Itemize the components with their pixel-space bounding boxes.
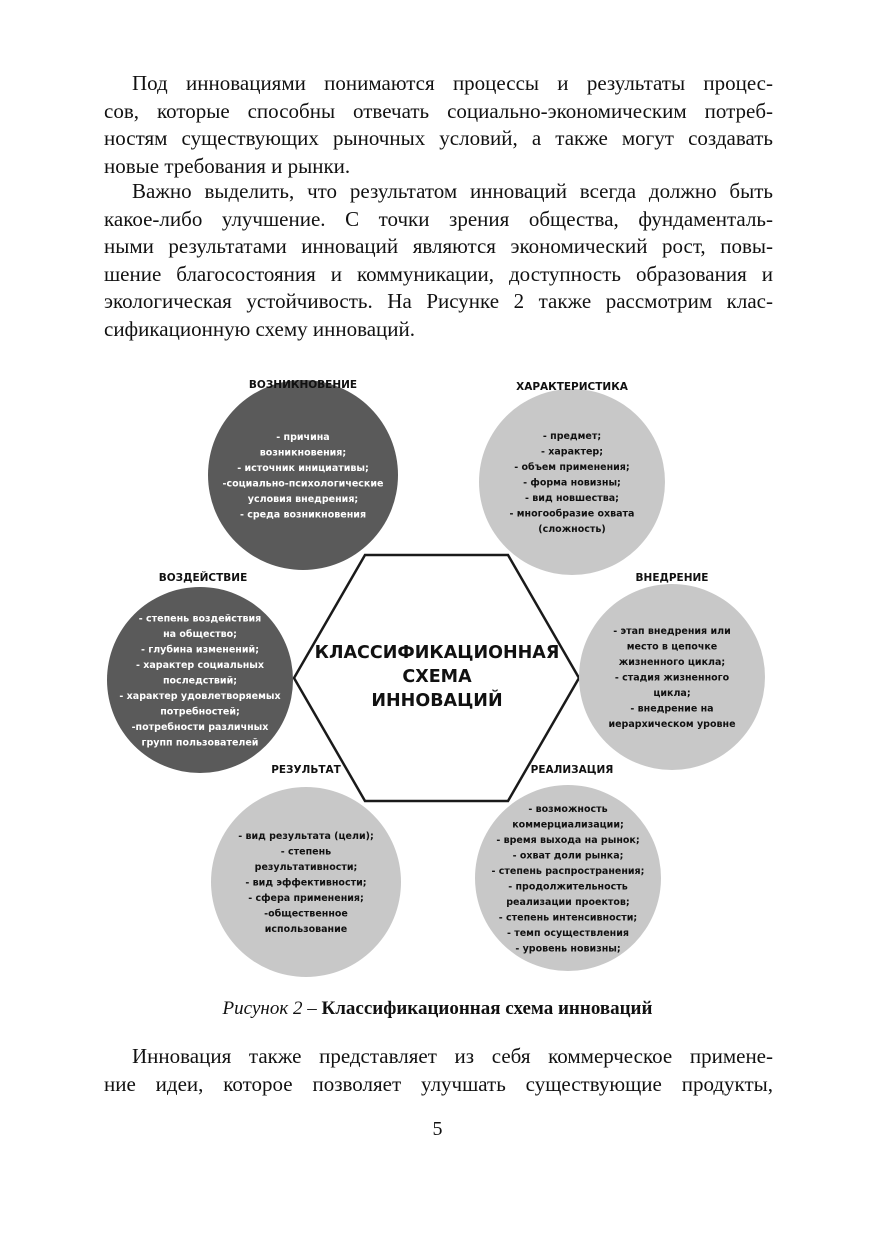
node-item: место в цепочке [626,641,718,653]
node-4 [579,572,765,770]
node-circle [208,380,398,570]
node-item: - многообразие охвата [509,508,635,520]
figure-caption [0,998,875,1020]
node-item: - время выхода на рынок; [496,834,640,846]
node-item: - степень интенсивности; [498,912,638,924]
node-item: -социально-психологические [222,478,384,490]
node-3 [107,571,293,773]
node-item: - причина [276,431,330,443]
paragraph-3 [104,1043,773,1098]
node-title: ВНЕДРЕНИЕ [635,572,709,584]
node-item: - глубина изменений; [140,644,260,656]
node-item: (сложность) [538,524,606,535]
node-title: ХАРАКТЕРИСТИКА [516,381,628,393]
text-line: Под инновациями понимаются процессы и результаты процес- [132,71,773,95]
node-item: - охват доли рынка; [512,850,624,862]
node-item: - внедрение на [630,703,714,715]
node-title: РЕАЛИЗАЦИЯ [530,764,614,776]
node-title: РЕЗУЛЬТАТ [271,764,341,776]
node-1 [208,379,398,570]
text-line: ние идеи, которое позволяет улучшать существующие продукты, [104,1071,773,1096]
node-item: - источник инициативы; [237,462,369,474]
node-item: - сфера применения; [248,893,364,904]
node-title: ВОЗДЕЙСТВИЕ [158,572,248,584]
caption-dash: – [302,998,322,1019]
node-item: условия внедрения; [247,493,359,505]
text-line: сификационную схему инноваций. [104,316,416,341]
node-item: возникновения; [259,447,347,459]
node-item: коммерциализации; [512,819,624,831]
node-item: - продолжительность [508,881,628,893]
node-item: - этап внедрения или [613,626,731,637]
paragraph-2 [104,178,773,343]
node-item: - степень распространения; [491,865,645,877]
node-item: - стадия жизненного [614,672,730,684]
node-item: - темп осуществления [506,927,630,939]
node-item: - вид результата (цели); [238,831,374,842]
node-item: последствий; [162,675,238,687]
node-item: жизненного цикла; [618,657,726,668]
node-2 [479,381,665,575]
node-item: - объем применения; [514,462,630,473]
node-item: - характер; [541,446,603,458]
node-item: групп пользователей [141,737,259,749]
text-line: Инновация также представляет из себя коммерческое примене- [132,1044,773,1068]
node-item: - среда возникновения [239,509,367,521]
node-item: иерархическом уровне [608,719,736,730]
center-title-line: СХЕМА [402,667,472,687]
node-item: - вид новшества; [525,493,619,504]
node-item: цикла; [653,688,691,699]
center-title-line: КЛАССИФИКАЦИОННАЯ [314,643,560,663]
diagram-canvas [0,360,875,990]
node-item: на общество; [163,629,237,640]
node-item: использование [264,924,348,935]
center-title-line: ИННОВАЦИЙ [371,691,503,711]
node-item: -потребности различных [131,722,269,733]
text-line: шение благосостояния и коммуникации, доступность образования и [104,261,773,286]
node-item: - степень воздействия [138,613,262,625]
text-line: ными результатами инноваций являются экономический рост, повы- [104,234,773,258]
node-item: реализации проектов; [506,896,630,908]
node-item: - вид эффективности; [245,877,367,889]
node-item: - предмет; [542,431,602,442]
caption-title: Классификационная схема инноваций [321,998,653,1019]
node-item: - уровень новизны; [515,943,621,955]
classification-diagram [0,360,875,990]
node-item: - характер социальных [135,660,265,671]
text-line: сов, которые способны отвечать социально-экономическим потреб- [104,98,773,123]
text-line: Важно выделить, что результатом инноваций всегда должно быть [132,179,773,203]
node-item: - степень [280,846,332,858]
node-item: - возможность [528,803,608,815]
text-line: экологическая устойчивость. На Рисунке 2 также рассмотрим клас- [104,289,773,313]
node-title: ВОЗНИКНОВЕНИЕ [248,379,358,391]
page-number: 5 [432,1118,443,1140]
text-line: какое-либо улучшение. С точки зрения общества, фундаменталь- [104,206,773,231]
node-item: - характер удовлетворяемых [119,691,281,702]
paragraph-1 [104,70,773,180]
text-line: ностям существующих рыночных условий, а также могут создавать [104,126,773,150]
caption-prefix: Рисунок 2 [222,998,303,1019]
node-item: -общественное [264,908,348,920]
node-item: результативности; [254,862,358,873]
node-item: потребностей; [160,706,240,718]
text-line: новые требования и рынки. [104,153,351,178]
node-item: - форма новизны; [523,477,621,489]
